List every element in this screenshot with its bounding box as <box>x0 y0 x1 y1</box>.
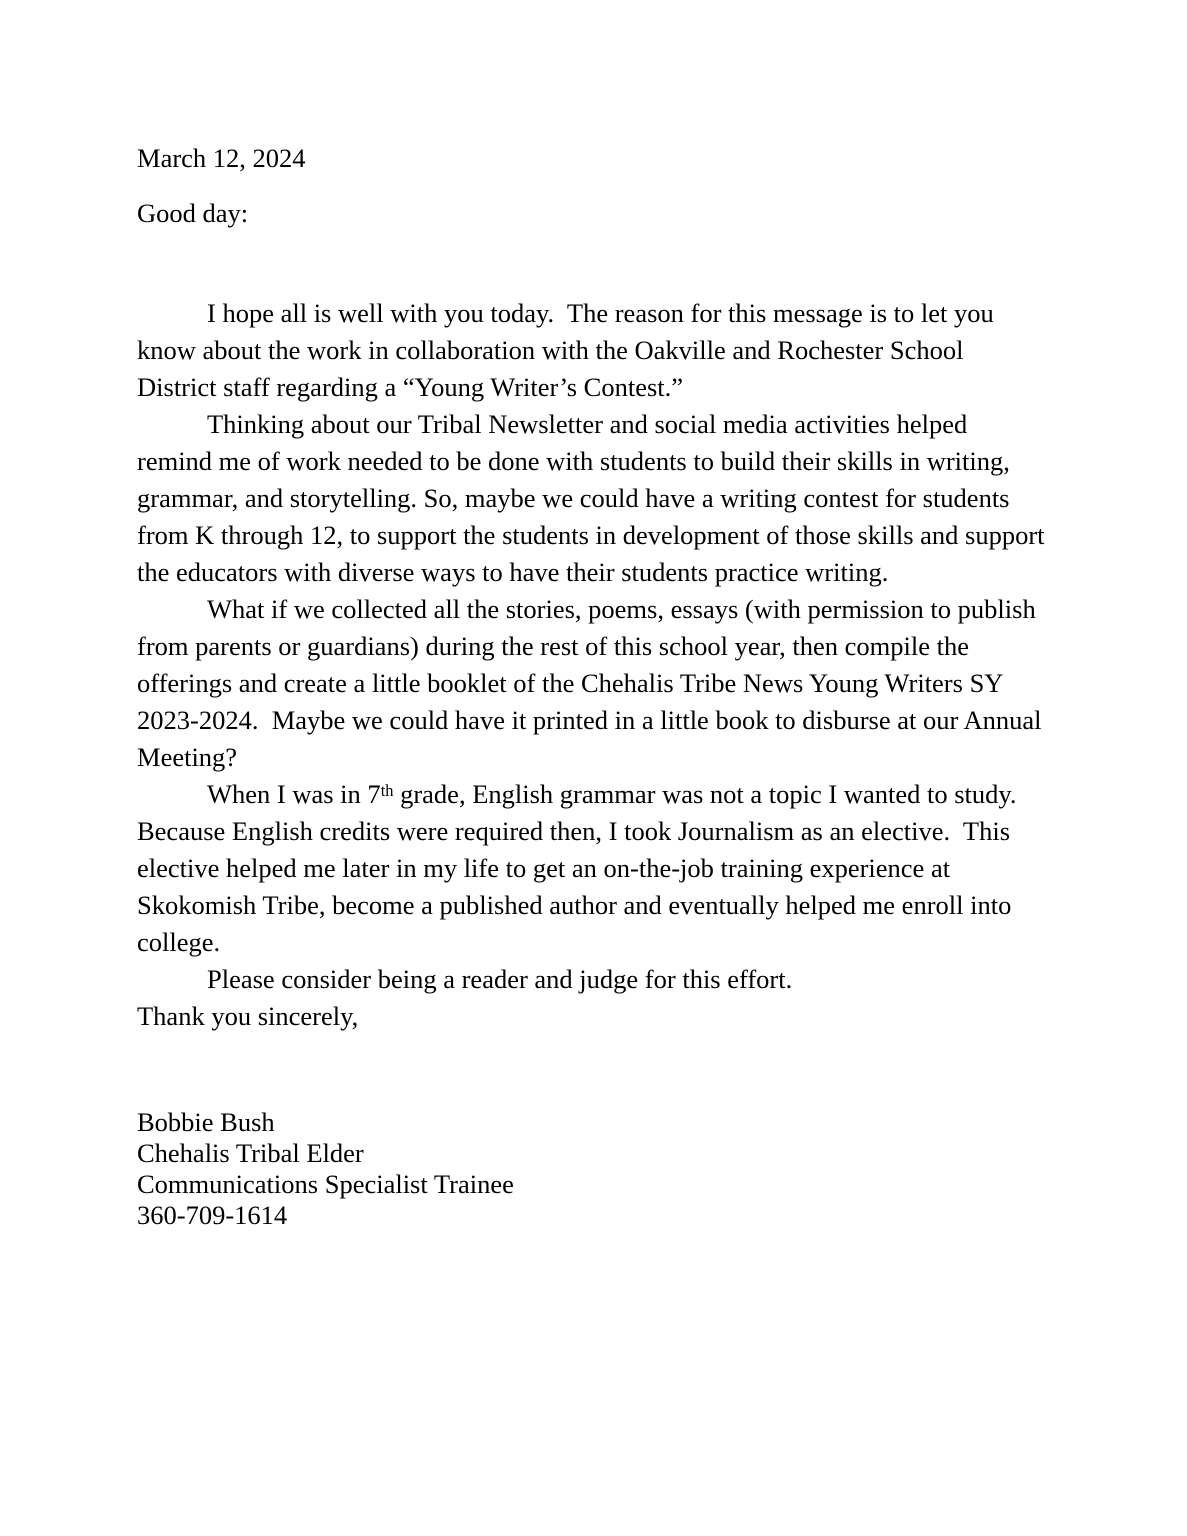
paragraph-booklet: What if we collected all the stories, poems, essays (with permission to publish from parents or guardians) during the rest of this school year, then compile the offerings and create a little booklet of the Chehalis Tribe News Young Writers SY 2023-2024. Maybe we could have it printed in a little book to disburse at our Annual Meeting? <box>137 594 1049 772</box>
paragraph-intro: I hope all is well with you today. The reason for this message is to let you know about the work in collaboration with the Oakville and Rochester School District staff regarding a “Young Writer’s Contest.” <box>137 298 1001 402</box>
signature-spacer <box>137 1035 1045 1107</box>
signature-phone: 360-709-1614 <box>137 1200 288 1230</box>
letter-date: March 12, 2024 <box>137 143 306 173</box>
letter-salutation: Good day: <box>137 198 249 228</box>
letter-body <box>137 140 1052 1231</box>
signature-role: Communications Specialist Trainee <box>137 1169 514 1199</box>
paragraph-request: Please consider being a reader and judge for this effort. <box>207 964 793 994</box>
letter-closing: Thank you sincerely, <box>137 1001 359 1031</box>
signature-title: Chehalis Tribal Elder <box>137 1138 364 1168</box>
paragraph-grade-after: grade, English grammar was not a topic I wanted to study. Because English credits were required then, I took Journalism as an elective. This elective helped me later in my life to get an on-the-job training experience at Skokomish Tribe, become a published author and eventually helped me enroll into college. <box>137 779 1030 957</box>
paragraph-grade-before: When I was in 7 <box>207 779 381 809</box>
ordinal-suffix: th <box>380 781 394 801</box>
paragraph-newsletter: Thinking about our Tribal Newsletter and social media activities helped remind me of work needed to be done with students to build their skills in writing, grammar, and storytelling. So, maybe we could have a writing contest for students from K through 12, to support the students in development of those skills and support the educators with diverse ways to have their students practice writing. <box>137 409 1052 587</box>
signature-name: Bobbie Bush <box>137 1107 275 1137</box>
paragraph-grade <box>137 776 1045 961</box>
salutation-spacer <box>137 232 1045 295</box>
